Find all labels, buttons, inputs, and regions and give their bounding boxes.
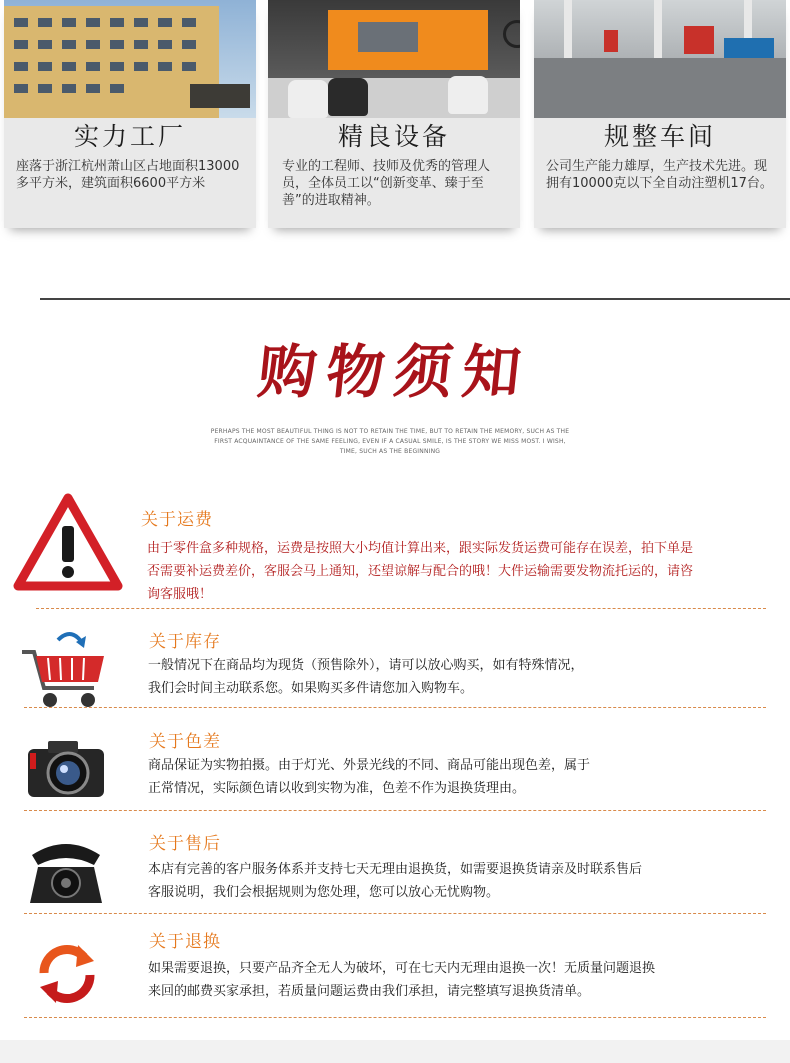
feature-card-equipment xyxy=(268,0,520,228)
section-divider xyxy=(40,298,790,300)
notice-title: 关于退换 xyxy=(149,932,221,952)
notice-line: 否需要补运费差价，客服会马上通知，还望谅解与配合的哦！大件运输需要发物流托运的，请咨 xyxy=(147,564,694,579)
feature-description: 公司生产能力雄厚，生产技术先进。现拥有10000克以下全自动注塑机17台。 xyxy=(546,159,773,191)
feature-description: 专业的工程师、技师及优秀的管理人员，全体员工以“创新变革、臻于至善”的进取精神。 xyxy=(282,159,491,208)
notice-line: 客服说明，我们会根据规则为您处理，您可以放心无忧购物。 xyxy=(148,885,500,900)
notice-body xyxy=(148,654,584,700)
tagline: PERHAPS THE MOST BEAUTIFUL THING IS NOT TO RETAIN THE TIME, BUT TO RETAIN THE MEMORY, SUCH AS THE FIRST ACQUAINTANCE OF THE SAME FEELING, EVEN IF A CASUAL SMILE, IS THE STORY WE MISS MOST. I WISH, TIME, SUCH AS THE BEGINNING xyxy=(210,428,570,455)
feature-card-factory xyxy=(4,0,256,228)
notice-body xyxy=(148,858,642,904)
workshop-photo xyxy=(534,0,786,118)
notice-title: 关于运费 xyxy=(141,510,213,530)
notice-body xyxy=(147,537,693,606)
feature-description: 座落于浙江杭州萧山区占地面积13000多平方米，建筑面积6600平方米 xyxy=(16,159,240,191)
notice-line: 我们会时间主动联系您。如果购买多件请您加入购物车。 xyxy=(148,681,474,696)
injection-machine-photo xyxy=(268,0,520,118)
dashed-separator xyxy=(36,608,766,609)
page-title: 购物须知 xyxy=(254,338,535,406)
notice-line: 本店有完善的客户服务体系并支持七天无理由退换货，如需要退换货请亲及时联系售后 xyxy=(148,862,643,877)
feature-title: 精良设备 xyxy=(337,122,450,151)
notice-line: 来回的邮费买家承担，若质量问题运费由我们承担，请完整填写退换货清单。 xyxy=(148,984,591,999)
camera-icon xyxy=(26,735,106,801)
dashed-separator xyxy=(24,707,766,708)
notice-line: 一般情况下在商品均为现货（预售除外），请可以放心购买，如有特殊情况， xyxy=(148,658,584,673)
notice-body xyxy=(148,957,655,1003)
exchange-arrows-icon xyxy=(32,939,102,1009)
notice-line: 商品保证为实物拍摄。由于灯光、外景光线的不同、商品可能出现色差，属于 xyxy=(148,758,591,773)
notice-line: 询客服哦！ xyxy=(147,587,213,602)
feature-title: 规整车间 xyxy=(603,122,716,151)
notice-title: 关于售后 xyxy=(149,834,221,854)
notice-line: 正常情况，实际颜色请以收到实物为准，色差不作为退换货理由。 xyxy=(148,781,526,796)
shopping-cart-icon xyxy=(20,626,108,712)
feature-card-workshop xyxy=(534,0,786,228)
notice-title: 关于色差 xyxy=(149,732,221,752)
factory-building-photo xyxy=(4,0,256,118)
dashed-separator xyxy=(24,810,766,811)
dashed-separator xyxy=(24,1017,766,1018)
warning-icon xyxy=(12,492,124,592)
notice-title: 关于库存 xyxy=(149,632,221,652)
page-footer-band xyxy=(0,1040,790,1063)
feature-title: 实力工厂 xyxy=(73,122,186,151)
dashed-separator xyxy=(24,913,766,914)
notice-body xyxy=(148,754,590,800)
notice-line: 由于零件盒多种规格，运费是按照大小均值计算出来，跟实际发货运费可能存在误差，拍下单是 xyxy=(147,541,694,556)
telephone-icon xyxy=(26,837,106,907)
notice-line: 如果需要退换，只要产品齐全无人为破坏，可在七天内无理由退换一次！无质量问题退换 xyxy=(148,961,656,976)
